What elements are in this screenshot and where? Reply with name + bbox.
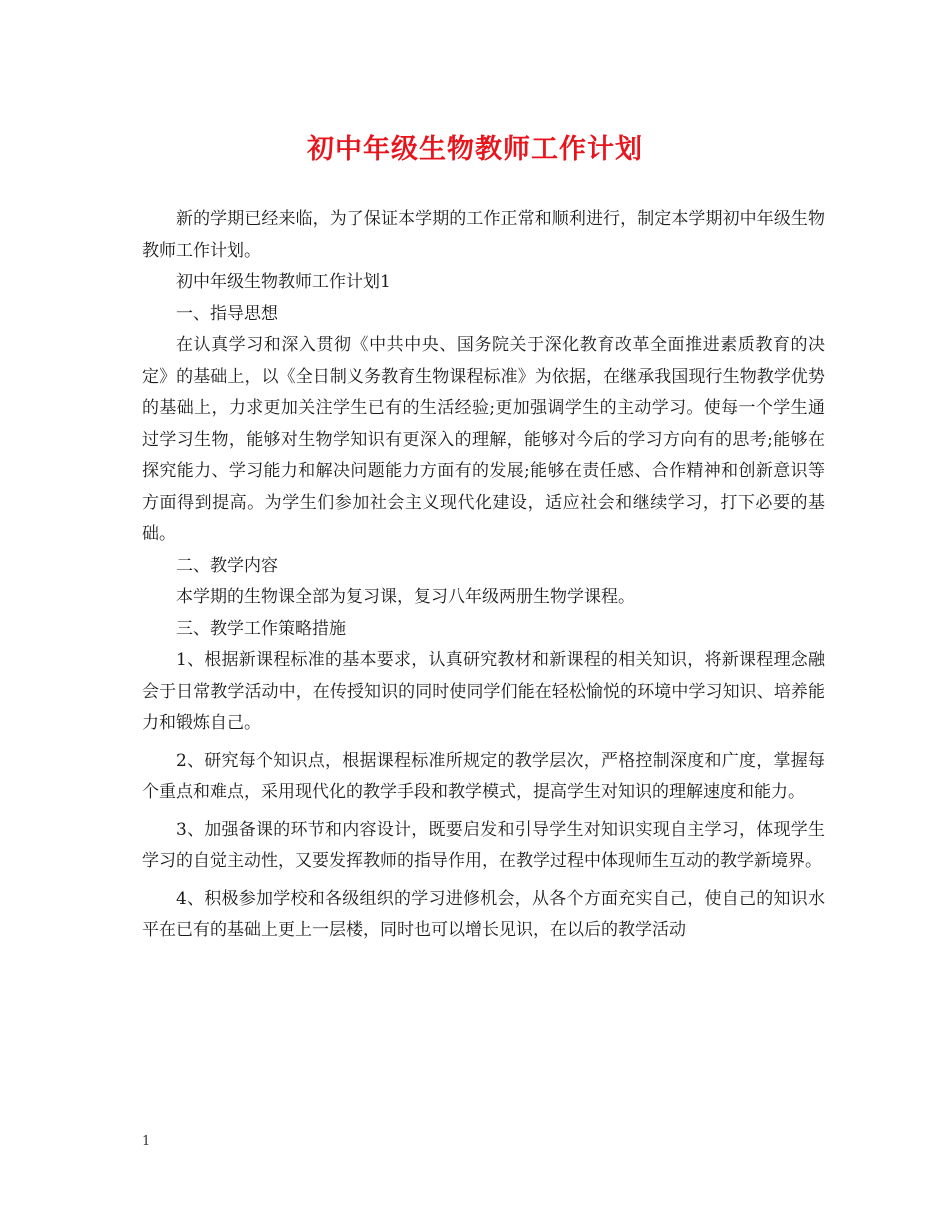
paragraph-plan-heading: 初中年级生物教师工作计划1	[176, 272, 391, 292]
section-heading-strategy: 三、教学工作策略措施	[176, 618, 346, 639]
paragraph-strategy-2: 2、研究每个知识点，根据课程标准所规定的教学层次，严格控制深度和广度，掌握每个重点和难点，采用现代化的教学手段和教学模式，提高学生对知识的理解速度和能力。	[142, 750, 825, 802]
section-heading-teaching-content: 二、教学内容	[176, 555, 278, 576]
paragraph-strategy-1: 1、根据新课程标准的基本要求，认真研究教材和新课程的相关知识，将新课程理念融会于日常教学活动中，在传授知识的同时使同学们能在轻松愉悦的环境中学习知识、培养能力和锻炼自己。	[142, 650, 825, 733]
paragraph-teaching-content: 本学期的生物课全部为复习课，复习八年级两册生物学课程。	[176, 587, 635, 607]
section-heading-guiding-ideology: 一、指导思想	[176, 303, 278, 324]
paragraph-guiding-ideology: 在认真学习和深入贯彻《中共中央、国务院关于深化教育改革全面推进素质教育的决定》的基础上，以《全日制义务教育生物课程标准》为依据，在继承我国现行生物教学优势的基础上，力求更加关注学生已有的生活经验;更加强调学生的主动学习。使每一个学生通过学习生物，能够对生物学知识有更深入的理解，能够对今后的学习方向有的思考;能够在探究能力、学习能力和解决问题能力方面有的发展;能够在责任感、合作精神和创新意识等方面得到提高。为学生们参加社会主义现代化建设，适应社会和继续学习，打下必要的基础。	[142, 335, 825, 544]
document-body	[142, 204, 825, 947]
page-number: 1	[142, 1134, 151, 1149]
paragraph-strategy-3: 3、加强备课的环节和内容设计，既要启发和引导学生对知识实现自主学习，体现学生学习的自觉主动性，又要发挥教师的指导作用，在教学过程中体现师生互动的教学新境界。	[142, 819, 825, 871]
paragraph-intro: 新的学期已经来临，为了保证本学期的工作正常和顺利进行，制定本学期初中年级生物教师工作计划。	[142, 209, 825, 261]
paragraph-strategy-4: 4、积极参加学校和各级组织的学习进修机会，从各个方面充实自己，使自己的知识水平在已有的基础上更上一层楼，同时也可以增长见识，在以后的教学活动	[142, 888, 825, 940]
document-title: 初中年级生物教师工作计划	[307, 134, 643, 165]
